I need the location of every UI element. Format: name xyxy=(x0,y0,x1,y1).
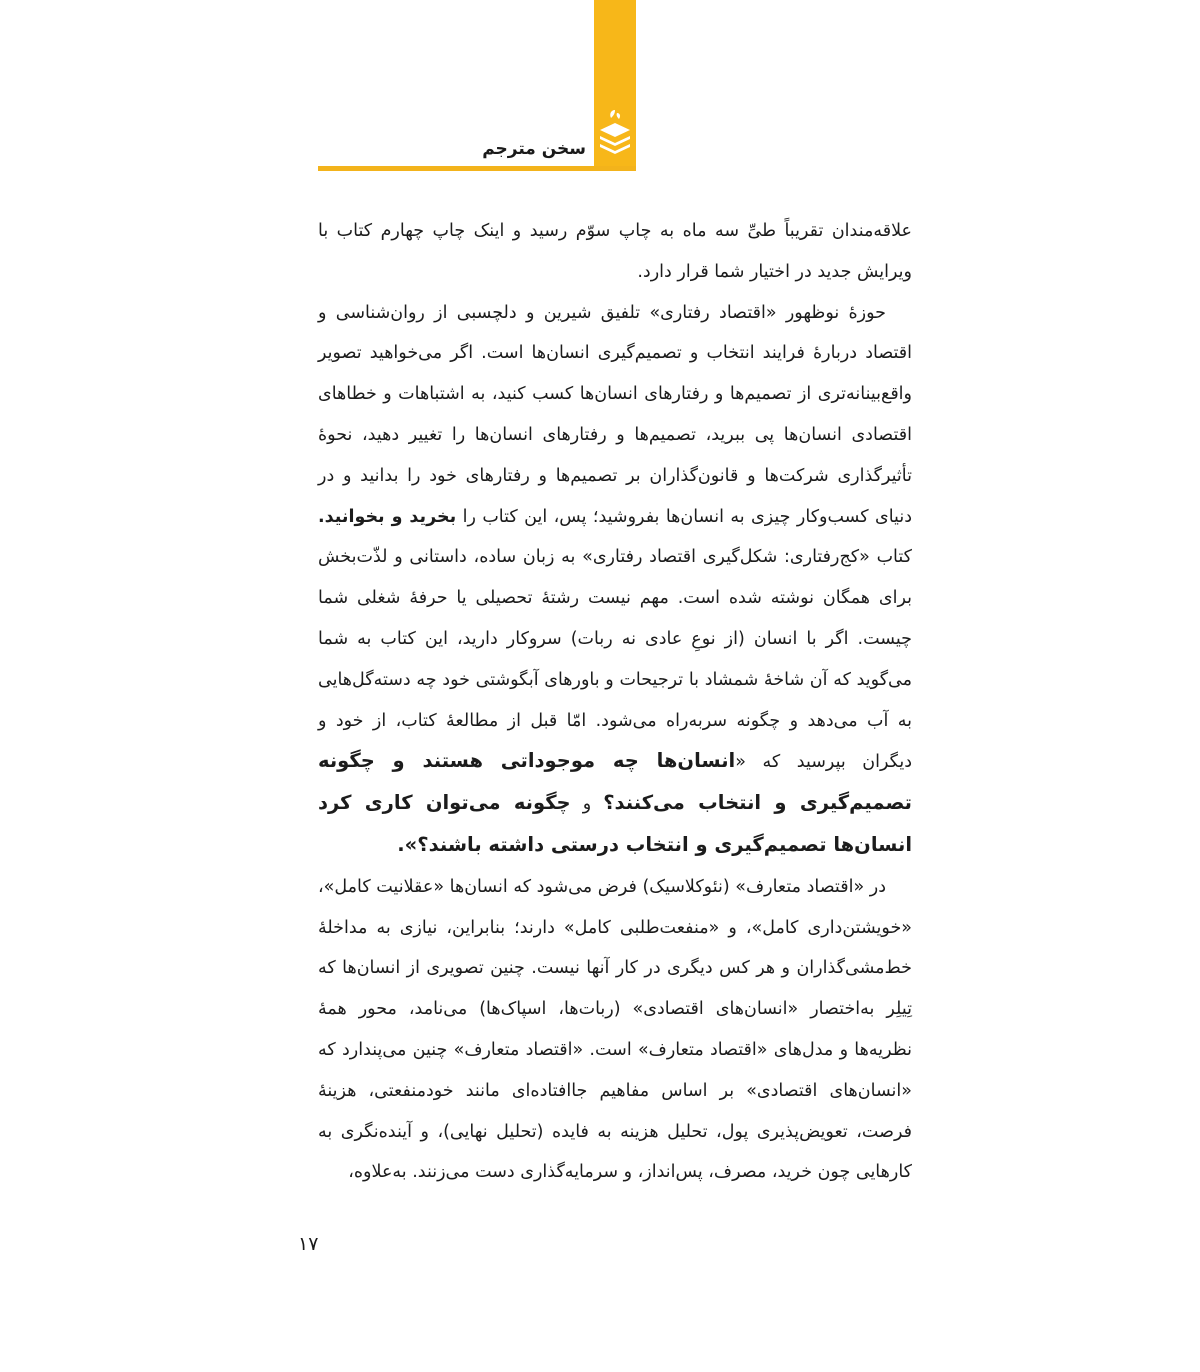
page-number: ۱۷ xyxy=(298,1233,319,1255)
open-book-icon xyxy=(596,104,634,162)
paragraph-1-text: علاقه‌مندان تقریباً طیِّ سه ماه به چاپ سوّم رسید و اینک چاپ چهارم کتاب با ویرایش جدید در اختیار شما قرار دارد. xyxy=(318,221,912,282)
paragraph-2-text-2: کتاب «کج‌رفتاری: شکل‌گیری اقتصاد رفتاری» به زبان ساده، داستانی و لذّت‌بخش برای همگان نوشته شده است. مهم نیست رشتهٔ تحصیلی یا حرفهٔ شغلی شما چیست. اگر با انسان (از نوعِ عادی نه ربات) سروکار دارید، این کتاب به شما می‌گوید که آن شاخهٔ شمشاد با ترجیحات و باورهای آبگوشتی خود چه دسته‌گل‌هایی به آب می‌دهد و چگونه سربه‌راه می‌شود. امّا قبل از مطالعهٔ کتاب، از خود و دیگران بپرسید که « xyxy=(318,547,912,773)
section-title: سخن مترجم xyxy=(482,139,586,159)
paragraph-1 xyxy=(318,211,912,293)
paragraph-2-bold-1: بخرید و بخوانید. xyxy=(318,506,457,527)
paragraph-2-bold-3: چگونه می‌توان کاری کرد انسان‌ها تصمیم‌گیری و انتخاب درستی داشته باشند؟ xyxy=(318,791,912,856)
paragraph-2-text-3: و xyxy=(570,794,604,815)
paragraph-3-text: در «اقتصاد متعارف» (نئوکلاسیک) فرض می‌شود که انسان‌ها «عقلانیت کامل»، «خویشتن‌داری کامل»، و «منفعت‌طلبی کامل» دارند؛ بنابراین، نیازی به مداخلهٔ خط‌مشی‌گذاران و هر کس دیگری در کار آنها نیست. چنین تصویری از انسان‌ها که تِیلِر به‌اختصار «انسان‌های اقتصادی» (ربات‌ها، اسپاک‌ها) می‌نامد، محور همهٔ نظریه‌ها و مدل‌های «اقتصاد متعارف» است. «اقتصاد متعارف» چنین می‌پندارد که «انسان‌های اقتصادی» بر اساس مفاهیم جاافتاده‌ای مانند خودمنفعتی، هزینهٔ فرصت، تعویض‌پذیری پول، تحلیل هزینه به فایده (تحلیل نهایی)، و آینده‌نگری به کارهایی چون خرید، مصرف، پس‌انداز، و سرمایه‌گذاری دست می‌زنند. به‌علاوه، xyxy=(318,876,912,1183)
paragraph-2-text-4: ». xyxy=(397,832,418,856)
header-rule xyxy=(318,166,636,171)
body-text xyxy=(318,211,912,1193)
paragraph-2-text-1: حوزهٔ نوظهور «اقتصاد رفتاری» تلفیق شیرین و دلچسبی از روان‌شناسی و اقتصاد دربارهٔ فرایند انتخاب و تصمیم‌گیری انسان‌ها است. اگر می‌خواهید تصویر واقع‌بینانه‌تری از تصمیم‌ها و رفتارهای انسان‌ها کسب کنید، به اشتباهات و خطاهای اقتصادی انسان‌ها پی ببرید، تصمیم‌ها و رفتارهای انسان‌ها را تغییر دهید، نحوهٔ تأثیرگذاری شرکت‌ها و قانون‌گذاران بر تصمیم‌ها و رفتارهای خود را بدانید و در دنیای کسب‌وکار چیزی به انسان‌ها بفروشید؛ پس، این کتاب را xyxy=(318,302,913,527)
paragraph-2-bold-2: انسان‌ها چه موجوداتی هستند و چگونه تصمیم‌گیری و انتخاب می‌کنند؟ xyxy=(318,749,912,815)
paragraph-3 xyxy=(318,867,912,1193)
paragraph-2 xyxy=(318,293,912,867)
